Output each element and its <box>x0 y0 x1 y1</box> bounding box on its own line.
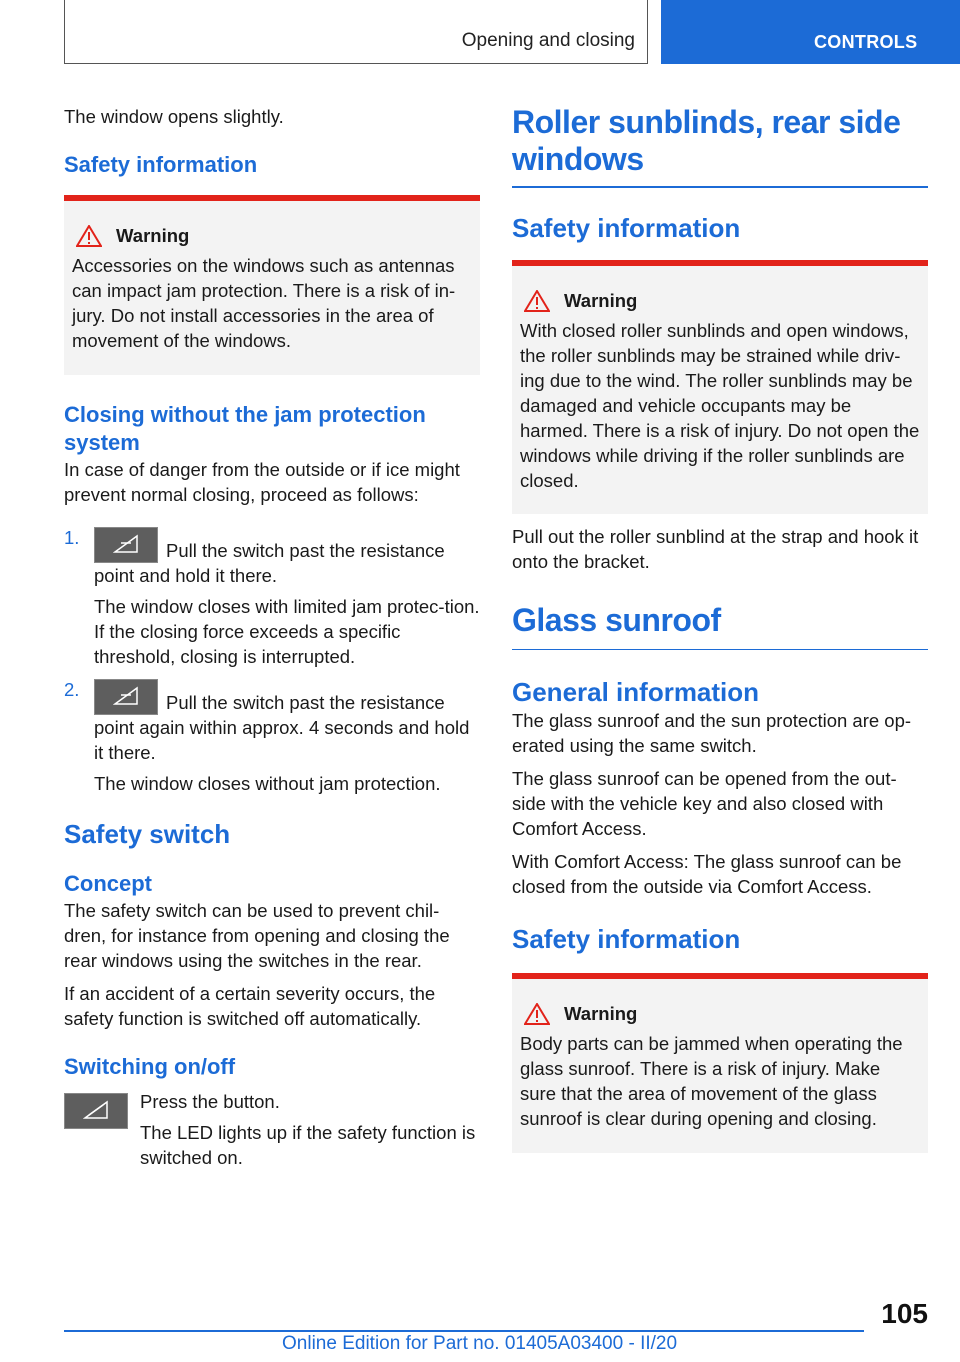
right-column <box>512 100 928 1153</box>
concept-text-2: If an accident of a certain severity occurs, the safety function is switched off automatically. <box>64 983 436 1029</box>
heading-rule <box>512 649 928 651</box>
safety-switch-button-icon <box>64 1093 128 1129</box>
step-1 <box>64 527 480 669</box>
header-chapter-tab <box>661 0 960 64</box>
switching-block <box>64 1089 480 1170</box>
warning-triangle-icon <box>76 225 102 247</box>
warning-box-windows <box>64 195 480 375</box>
warning-triangle-icon <box>524 290 550 312</box>
safety-switch-heading: Safety switch <box>64 819 231 849</box>
safety-info-heading: Safety information <box>512 212 741 243</box>
glass-sunroof-heading: Glass sunroof <box>512 601 721 638</box>
step-2 <box>64 679 480 796</box>
warning-box-sunroof <box>512 973 928 1153</box>
safety-info-heading: Safety information <box>64 152 258 177</box>
step-number: 2. <box>64 679 80 700</box>
warning-label: Warning <box>564 1003 638 1024</box>
warning-triangle-icon <box>524 1003 550 1025</box>
window-switch-icon <box>94 679 158 715</box>
general-text-1: The glass sunroof and the sun protection are op-erated using the same switch. <box>512 710 912 756</box>
closing-heading: Closing without the jam protection system <box>64 402 426 455</box>
roller-text: Pull out the roller sunblind at the strap and hook it onto the bracket. <box>512 525 919 572</box>
switching-heading: Switching on/off <box>64 1054 236 1079</box>
warning-label: Warning <box>564 289 638 311</box>
warning-text: Accessories on the windows such as antennas can impact jam protection. There is a risk of in-jury. Do not install accessories in the area of movement of the windows. <box>72 255 456 351</box>
switching-text-2: The LED lights up if the safety function is switched on. <box>140 1122 476 1168</box>
warning-box-sunblinds <box>512 260 928 514</box>
concept-heading: Concept <box>64 871 152 896</box>
switching-text-1: Press the button. <box>140 1091 280 1112</box>
window-switch-icon <box>94 527 158 563</box>
step-text: Pull the switch past the resistance point again within approx. 4 seconds and hold it there. <box>94 692 470 763</box>
footer-rule <box>64 1330 864 1332</box>
header-section-title: Opening and closing <box>461 30 635 51</box>
header-chapter-label: CONTROLS <box>814 32 918 52</box>
general-text-2: The glass sunroof can be opened from the out-side with the vehicle key and also closed with Comfort Access. <box>512 768 897 839</box>
warning-label: Warning <box>116 225 190 246</box>
concept-text-1: The safety switch can be used to prevent chil-dren, for instance from opening and closing the rear windows using the switches in the rear. <box>64 900 450 971</box>
intro-text: The window opens slightly. <box>64 106 284 127</box>
general-text-3: With Comfort Access: The glass sunroof can be closed from the outside via Comfort Access. <box>512 851 902 897</box>
step-text: Pull the switch past the resistance point and hold it there. <box>94 540 445 586</box>
warning-text: With closed roller sunblinds and open windows, the roller sunblinds may be strained while driv-ing due to the wind. The roller sunblinds may be damaged and vehicle occupants may be harmed. There is a risk of injury. Do not open the windows while driving if the roller sunblinds are closed. <box>520 319 920 491</box>
step-subtext: The window closes without jam protection. <box>94 773 441 794</box>
heading-rule <box>512 186 928 188</box>
general-info-heading: General information <box>512 677 760 707</box>
safety-info-heading-2: Safety information <box>512 924 741 954</box>
roller-sunblinds-heading: Roller sunblinds, rear side windows <box>512 104 901 177</box>
warning-header <box>520 290 920 312</box>
step-subtext: The window closes with limited jam protec-tion. If the closing force exceeds a specific threshold, closing is interrupted. <box>94 596 480 667</box>
warning-header <box>520 1003 920 1025</box>
header-section-box <box>64 0 648 64</box>
page-number: 105 <box>881 1298 928 1329</box>
footer-edition: Online Edition for Part no. 01405A03400 - II/20 <box>282 1333 678 1354</box>
step-number: 1. <box>64 527 80 548</box>
warning-header <box>72 225 472 247</box>
warning-text: Body parts can be jammed when operating the glass sunroof. There is a risk of injury. Make sure that the area of movement of the glass sunroof is clear during opening and closing. <box>520 1033 903 1129</box>
left-column <box>64 100 480 1170</box>
closing-text: In case of danger from the outside or if ice might prevent normal closing, proceed as follows: <box>64 459 460 505</box>
